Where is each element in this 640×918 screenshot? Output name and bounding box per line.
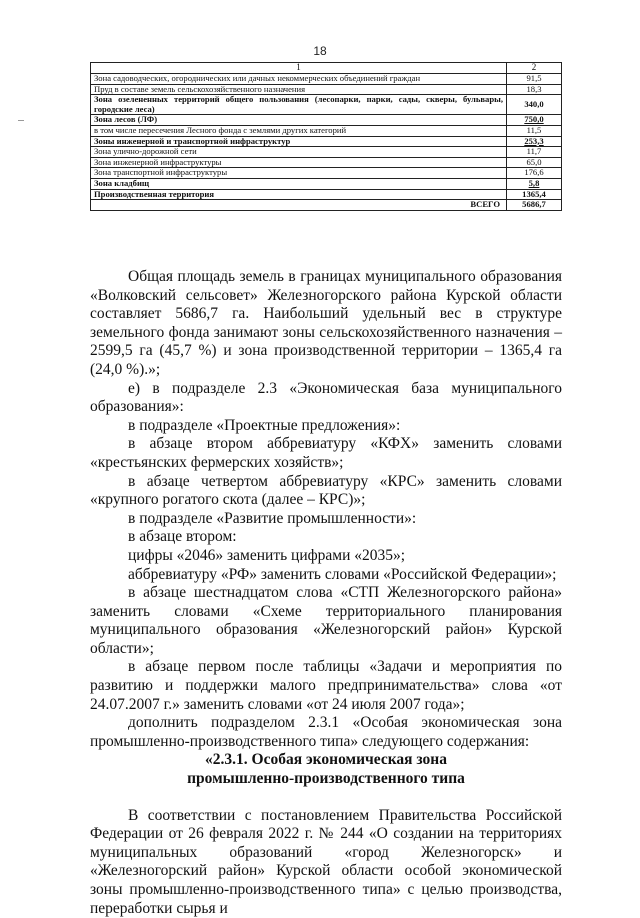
table-row (91, 95, 562, 115)
row-value: 340,0 (507, 95, 562, 115)
table-header-row (91, 63, 562, 74)
paragraph: Общая площадь земель в границах муниципального образования «Волковский сельсовет» Железногорского района Курской области составляет 5686,7 га. Наибольший удельный вес в структуре земельного фонда занимают зоны сельскохозяйственного назначения – 2599,5 га (45,7 %) и зона производственной территории – 1365,4 га (24,0 %).»; (90, 268, 562, 378)
paragraph: в подразделе «Развитие промышленности»: (128, 509, 417, 527)
row-value: 176,6 (507, 168, 562, 179)
table-row (91, 136, 562, 147)
table-row (91, 147, 562, 158)
spacer (90, 789, 562, 807)
paragraph: в абзаце четвертом аббревиатуру «КРС» заменить словами «крупного рогатого скота (далее – КРС)»; (90, 472, 562, 509)
table-row (91, 168, 562, 179)
table-row (91, 84, 562, 95)
paragraph: в абзаце первом после таблицы «Задачи и мероприятия по развитию и поддержки малого предпринимательства» слова «от 24.07.2007 г.» заменить словами «от 24 июля 2007 года»; (90, 658, 562, 713)
table-row (91, 189, 562, 200)
paragraph: дополнить подразделом 2.3.1 «Особая экономическая зона промышленно-производственного типа» следующего содержания: (90, 714, 562, 750)
row-value: 91,5 (507, 74, 562, 85)
total-label: ВСЕГО (91, 200, 507, 211)
paragraph: е) в подразделе 2.3 «Экономическая база муниципального образования»: (90, 379, 562, 416)
section-heading-line2: промышленно-производственного типа (187, 770, 465, 788)
row-value: 1365,4 (507, 189, 562, 200)
row-value: 18,3 (507, 84, 562, 95)
row-name: Зона садоводческих, огороднических или дачных некоммерческих объединений граждан (91, 74, 507, 85)
table-row (91, 178, 562, 189)
table-row (91, 125, 562, 136)
row-name: Производственная территория (91, 189, 507, 200)
table-row (91, 157, 562, 168)
row-name: Зона кладбищ (91, 178, 507, 189)
land-use-table (90, 62, 562, 211)
row-value: 253,3 (507, 136, 562, 147)
row-name: Пруд в составе земель сельскохозяйственного назначения (91, 84, 507, 95)
row-value: 11,5 (507, 125, 562, 136)
table-total-row (91, 200, 562, 211)
row-name: Зона озелененных территорий общего пользования (лесопарки, парки, сады, скверы, бульвары, городские леса) (91, 95, 507, 115)
paragraph: в подразделе «Проектные предложения»: (128, 416, 401, 434)
document-body (90, 268, 562, 918)
row-name: в том числе пересечения Лесного фонда с землями других категорий (91, 125, 507, 136)
margin-mark (18, 120, 24, 121)
table-header-col2: 2 (507, 63, 562, 74)
table-row (91, 115, 562, 126)
page-number: 18 (313, 44, 327, 58)
row-value: 11,7 (507, 147, 562, 158)
table-header-col1: 1 (91, 63, 507, 74)
row-name: Зона лесов (ЛФ) (91, 115, 507, 126)
paragraph: аббревиатуру «РФ» заменить словами «Российской Федерации»; (128, 565, 557, 583)
row-name: Зона улично-дорожной сети (91, 147, 507, 158)
paragraph: в абзаце шестнадцатом слова «СТП Железногорского района» заменить словами «Схеме территориального планирования муниципального образования «Железногорский район» Курской области»; (90, 584, 562, 657)
paragraph: В соответствии с постановлением Правительства Российской Федерации от 26 февраля 2022 г. № 244 «О создании на территориях муниципальных образований «город Железногорск» и «Железногорский район» Курской области особой экономической зоны промышленно-производственного типа» с целью производства, переработки сырья и (90, 806, 562, 917)
paragraph: в абзаце втором аббревиатуру «КФХ» заменить словами «крестьянских фермерских хозяйств»; (90, 435, 562, 471)
row-name: Зоны инженерной и транспортной инфраструктур (91, 136, 507, 147)
paragraph: цифры «2046» заменить цифрами «2035»; (128, 546, 406, 564)
row-name: Зона инженерной инфраструктуры (91, 157, 507, 168)
paragraph: в абзаце втором: (128, 528, 237, 546)
row-value: 65,0 (507, 157, 562, 168)
total-value: 5686,7 (507, 200, 562, 211)
row-name: Зона транспортной инфраструктуры (91, 168, 507, 179)
table-row (91, 74, 562, 85)
row-value: 750,0 (507, 115, 562, 126)
row-value: 5,8 (507, 178, 562, 189)
section-heading-line1: «2.3.1. Особая экономическая зона (205, 751, 447, 769)
